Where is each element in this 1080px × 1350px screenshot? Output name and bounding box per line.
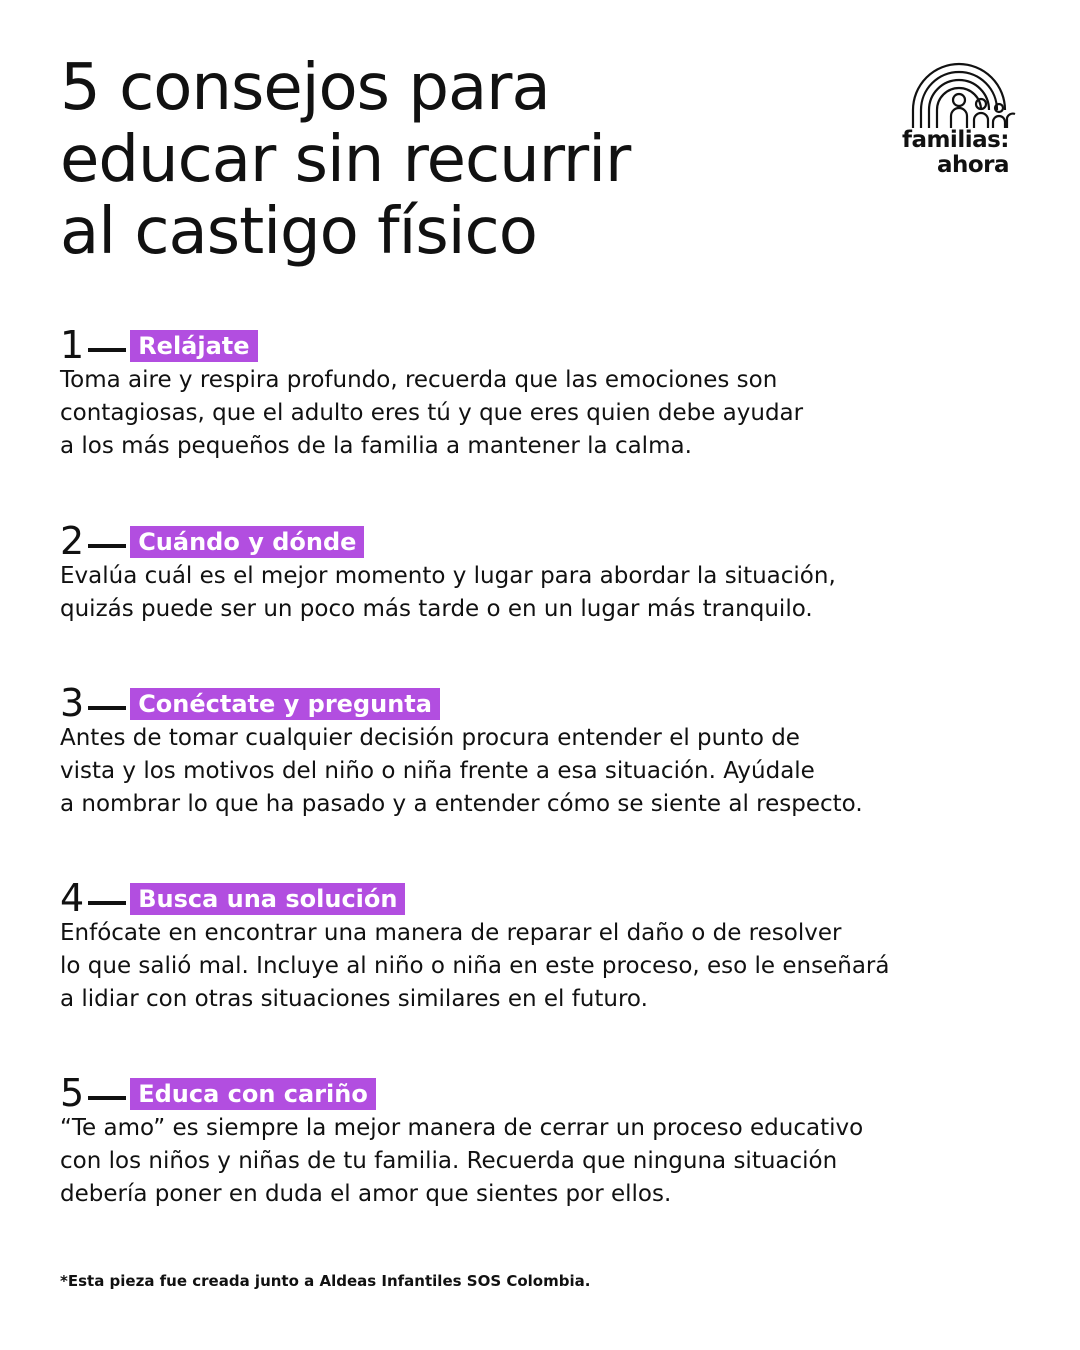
tip-header (60, 323, 1050, 367)
tip-header (60, 876, 1050, 920)
tip-line: Evalúa cuál es el mejor momento y lugar para abordar la situación, (60, 563, 836, 589)
tip-line: Toma aire y respira profundo, recuerda que las emociones son (60, 367, 778, 393)
logo-line: ahora (936, 152, 1009, 178)
tip-header (60, 519, 1050, 563)
tip-body (60, 1112, 1050, 1211)
tip-header (60, 1071, 1050, 1115)
tip-heading-tag: Relájate (130, 330, 257, 362)
tip-line: vista y los motivos del niño o niña frente a esa situación. Ayúdale (60, 758, 815, 784)
logo-line: familias: (901, 127, 1009, 153)
tip-heading-tag: Educa con cariño (130, 1078, 376, 1110)
tip-line: Antes de tomar cualquier decisión procura entender el punto de (60, 725, 800, 751)
tip-line: lo que salió mal. Incluye al niño o niña en este proceso, eso le enseñará (60, 953, 890, 979)
page-title (60, 52, 840, 268)
logo-wordmark (902, 128, 1009, 178)
dash-divider (88, 544, 126, 548)
dash-divider (88, 706, 126, 710)
title-line: al castigo físico (60, 195, 537, 269)
rainbow-family-icon (907, 58, 1017, 130)
tip-2 (60, 519, 1050, 626)
tip-heading-tag: Conéctate y pregunta (130, 688, 440, 720)
tip-line: “Te amo” es siempre la mejor manera de cerrar un proceso educativo (60, 1115, 864, 1141)
tip-number: 3 (60, 681, 85, 725)
tip-3 (60, 681, 1050, 821)
tip-line: quizás puede ser un poco más tarde o en un lugar más tranquilo. (60, 596, 813, 622)
tip-line: contagiosas, que el adulto eres tú y que eres quien debe ayudar (60, 400, 804, 426)
title-line: educar sin recurrir (60, 123, 631, 197)
dash-divider (88, 1096, 126, 1100)
tip-line: debería poner en duda el amor que sientes por ellos. (60, 1181, 672, 1207)
tip-number: 1 (60, 323, 85, 367)
tip-line: a nombrar lo que ha pasado y a entender cómo se siente al respecto. (60, 791, 863, 817)
tip-body (60, 722, 1050, 821)
footnote: *Esta pieza fue creada junto a Aldeas Infantiles SOS Colombia. (60, 1272, 591, 1290)
tip-heading-tag: Busca una solución (130, 883, 405, 915)
tip-heading-tag: Cuándo y dónde (130, 526, 364, 558)
title-line: 5 consejos para (60, 51, 550, 125)
tip-header (60, 681, 1050, 725)
tip-4 (60, 876, 1050, 1016)
tip-line: Enfócate en encontrar una manera de reparar el daño o de resolver (60, 920, 842, 946)
tip-5 (60, 1071, 1050, 1211)
tip-body (60, 364, 1050, 463)
tip-line: con los niños y niñas de tu familia. Recuerda que ninguna situación (60, 1148, 838, 1174)
tip-1 (60, 323, 1050, 463)
dash-divider (88, 348, 126, 352)
tip-body (60, 560, 1050, 626)
tip-number: 4 (60, 876, 85, 920)
tip-number: 5 (60, 1071, 85, 1115)
tip-line: a los más pequeños de la familia a mantener la calma. (60, 433, 692, 459)
tip-line: a lidiar con otras situaciones similares en el futuro. (60, 986, 648, 1012)
brand-logo (845, 58, 1025, 188)
dash-divider (88, 901, 126, 905)
tip-number: 2 (60, 519, 85, 563)
tip-body (60, 917, 1050, 1016)
